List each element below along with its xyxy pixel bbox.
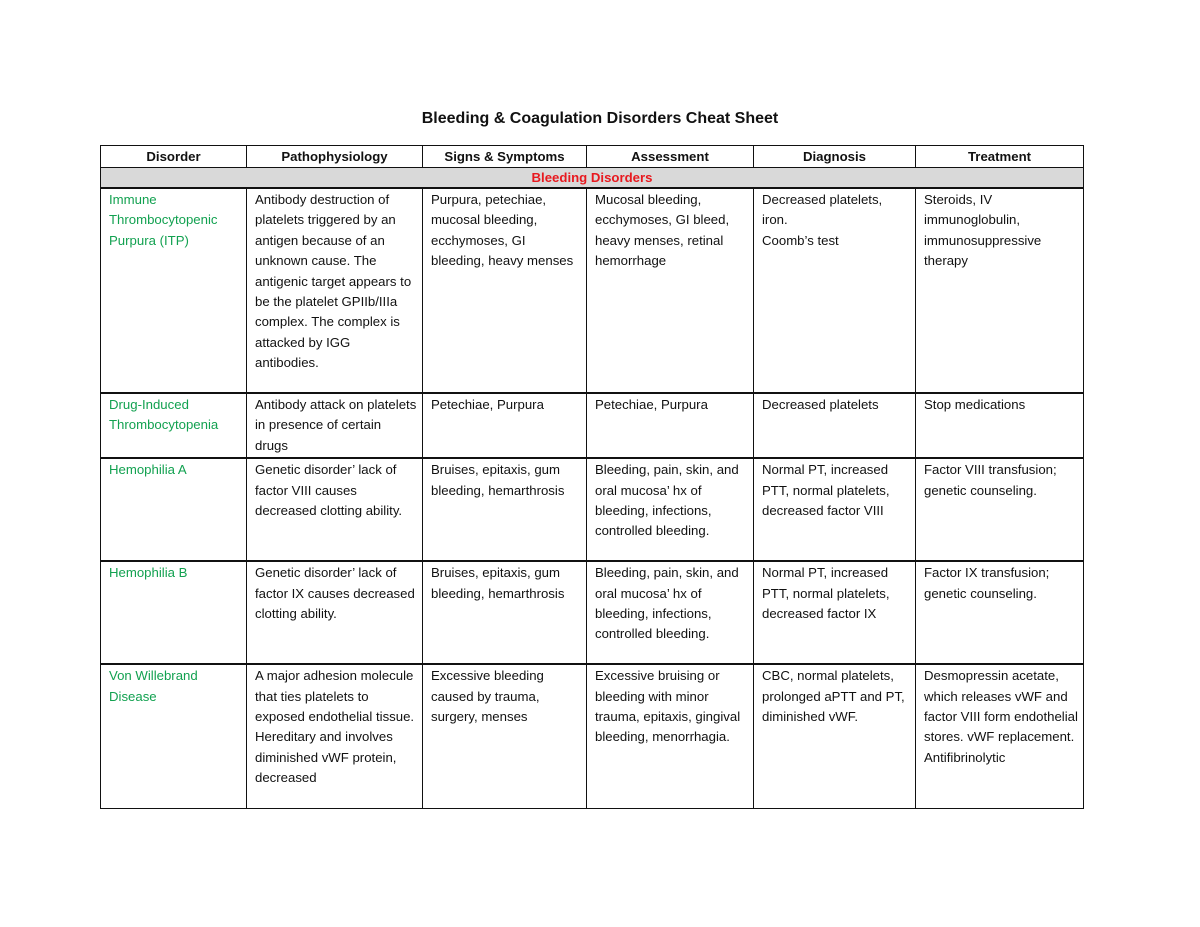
- disorders-table: [100, 145, 1084, 809]
- section-row: [101, 168, 1084, 189]
- treatment-cell: Steroids, IV immunoglobulin, immunosuppressive therapy: [916, 188, 1084, 393]
- assessment-cell: Bleeding, pain, skin, and oral mucosa’ hx of bleeding, infections, controlled bleeding.: [587, 561, 754, 664]
- treatment-cell: Stop medications: [916, 393, 1084, 458]
- disorder-cell: Drug-Induced Thrombocytopenia: [101, 393, 247, 458]
- disorder-cell: Von Willebrand Disease: [101, 664, 247, 808]
- signs-cell: Excessive bleeding caused by trauma, surgery, menses: [423, 664, 587, 808]
- signs-cell: Bruises, epitaxis, gum bleeding, hemarthrosis: [423, 561, 587, 664]
- assessment-cell: Petechiae, Purpura: [587, 393, 754, 458]
- diagnosis-cell: CBC, normal platelets, prolonged aPTT and PT, diminished vWF.: [754, 664, 916, 808]
- treatment-cell: Desmopressin acetate, which releases vWF and factor VIII form endothelial stores. vWF replacement. Antifibrinolytic: [916, 664, 1084, 808]
- pathophysiology-cell: Genetic disorder’ lack of factor VIII causes decreased clotting ability.: [247, 458, 423, 561]
- table-row: [101, 664, 1084, 808]
- assessment-cell: Excessive bruising or bleeding with minor trauma, epitaxis, gingival bleeding, menorrhagia.: [587, 664, 754, 808]
- disorder-cell: Immune Thrombocytopenic Purpura (ITP): [101, 188, 247, 393]
- signs-cell: Bruises, epitaxis, gum bleeding, hemarthrosis: [423, 458, 587, 561]
- table-row: [101, 561, 1084, 664]
- assessment-cell: Bleeding, pain, skin, and oral mucosa’ hx of bleeding, infections, controlled bleeding.: [587, 458, 754, 561]
- disorder-cell: Hemophilia B: [101, 561, 247, 664]
- pathophysiology-cell: Genetic disorder’ lack of factor IX causes decreased clotting ability.: [247, 561, 423, 664]
- signs-cell: Purpura, petechiae, mucosal bleeding, ecchymoses, GI bleeding, heavy menses: [423, 188, 587, 393]
- header-diagnosis: Diagnosis: [754, 146, 916, 168]
- diagnosis-cell: Decreased platelets, iron. Coomb’s test: [754, 188, 916, 393]
- treatment-cell: Factor IX transfusion; genetic counseling.: [916, 561, 1084, 664]
- table-row: [101, 393, 1084, 458]
- pathophysiology-cell: Antibody attack on platelets in presence of certain drugs: [247, 393, 423, 458]
- pathophysiology-cell: Antibody destruction of platelets triggered by an antigen because of an unknown cause. The antigenic target appears to be the platelet GPIIb/IIIa complex. The complex is attacked by IGG antibodies.: [247, 188, 423, 393]
- header-row: [101, 146, 1084, 168]
- table-row: [101, 188, 1084, 393]
- diagnosis-cell: Normal PT, increased PTT, normal platelets, decreased factor IX: [754, 561, 916, 664]
- section-bleeding-disorders: Bleeding Disorders: [101, 168, 1084, 189]
- diagnosis-cell: Normal PT, increased PTT, normal platelets, decreased factor VIII: [754, 458, 916, 561]
- header-disorder: Disorder: [101, 146, 247, 168]
- table-row: [101, 458, 1084, 561]
- header-assessment: Assessment: [587, 146, 754, 168]
- treatment-cell: Factor VIII transfusion; genetic counseling.: [916, 458, 1084, 561]
- header-signs-symptoms: Signs & Symptoms: [423, 146, 587, 168]
- disorder-cell: Hemophilia A: [101, 458, 247, 561]
- pathophysiology-cell: A major adhesion molecule that ties platelets to exposed endothelial tissue. Hereditary and involves diminished vWF protein, decreased: [247, 664, 423, 808]
- signs-cell: Petechiae, Purpura: [423, 393, 587, 458]
- header-treatment: Treatment: [916, 146, 1084, 168]
- page-title: Bleeding & Coagulation Disorders Cheat Sheet: [421, 110, 779, 127]
- diagnosis-cell: Decreased platelets: [754, 393, 916, 458]
- header-pathophysiology: Pathophysiology: [247, 146, 423, 168]
- assessment-cell: Mucosal bleeding, ecchymoses, GI bleed, heavy menses, retinal hemorrhage: [587, 188, 754, 393]
